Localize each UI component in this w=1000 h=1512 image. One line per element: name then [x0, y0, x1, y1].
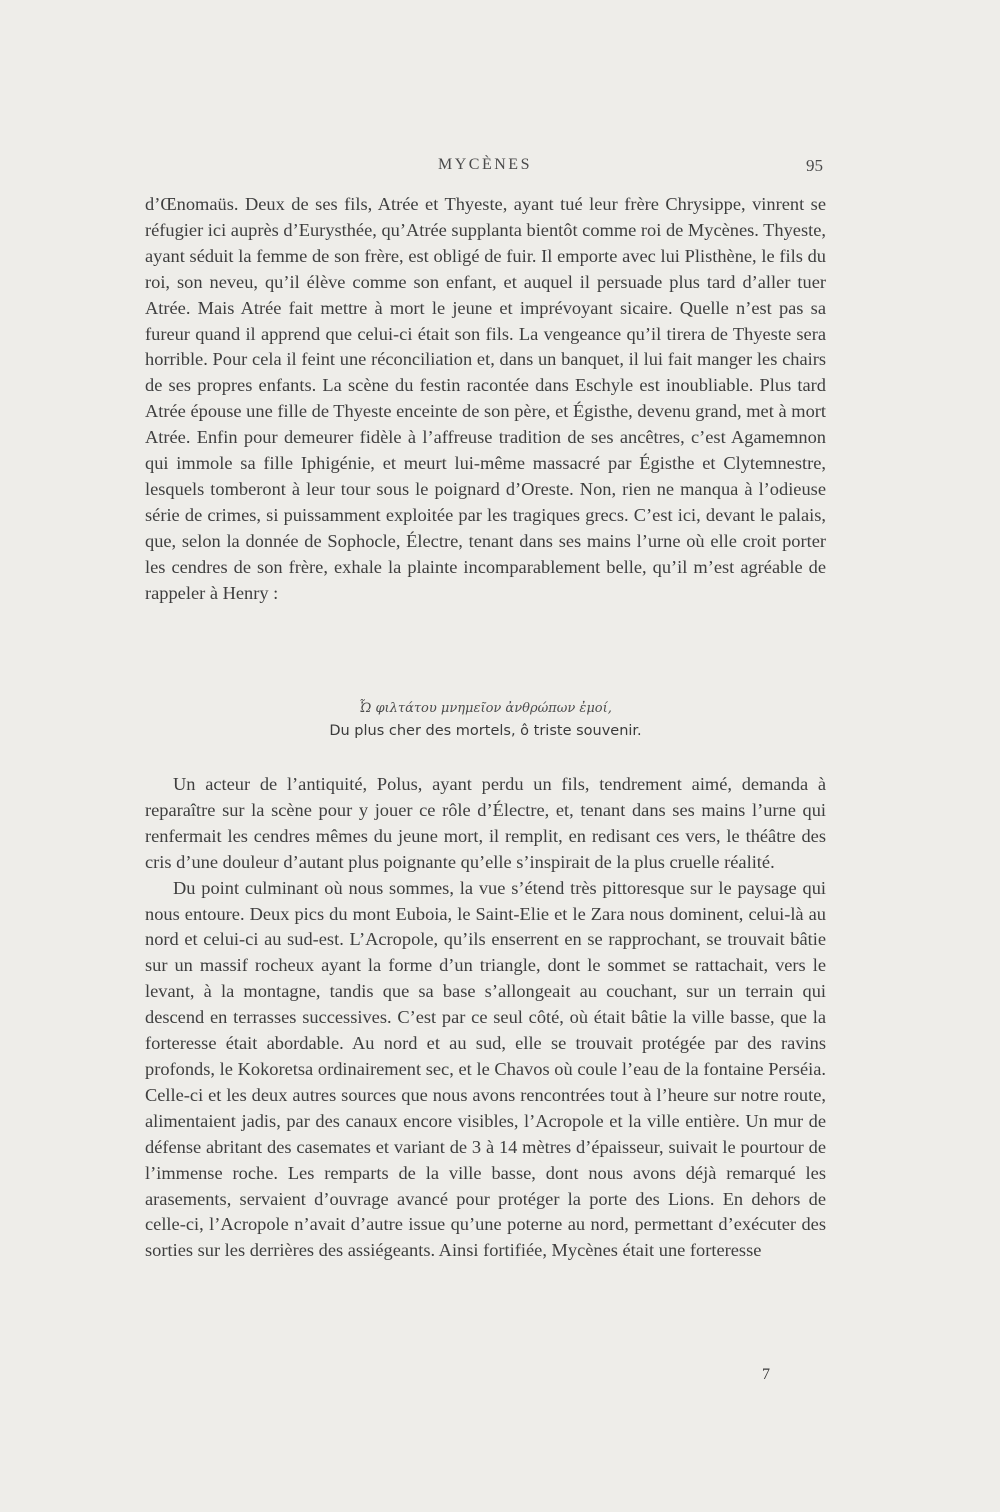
- greek-verse: Ὦ φιλτάτου μνημεῖον ἀνθρώπων ἐμοί,: [359, 701, 612, 716]
- paragraph-2: Un acteur de l’antiquité, Polus, ayant perdu un fils, tendrement aimé, demanda à reparaître sur la scène pour y jouer ce rôle d’Électre, et, tenant dans ses mains l’urne qui renfermait les cendres mêmes du jeune mort, il remplit, en redisant ces vers, le théâtre des cris d’une douleur d’autant plus poignante qu’elle s’inspirait de la plus cruelle réalité.: [145, 774, 826, 872]
- verse-quotation: [145, 698, 826, 742]
- paragraph-1: d’Œnomaüs. Deux de ses fils, Atrée et Thyeste, ayant tué leur frère Chrysippe, vinrent se réfugier ici auprès d’Eurysthée, qu’Atrée supplanta bientôt comme roi de Mycènes. Thyeste, ayant séduit la femme de son frère, est obligé de fuir. Il emporte avec lui Plisthène, le fils du roi, son neveu, qu’il élève comme son enfant, et auquel il persuade plus tard d’aller tuer Atrée. Mais Atrée fait mettre à mort le jeune et imprévoyant sicaire. Quelle n’est pas sa fureur quand il apprend que celui-ci était son fils. La vengeance qu’il tirera de Thyeste sera horrible. Pour cela il feint une réconciliation et, dans un banquet, il lui fait manger les chairs de ses propres enfants. La scène du festin racontée dans Eschyle est inoubliable. Plus tard Atrée épouse une fille de Thyeste enceinte de son père, et Égisthe, devenu grand, met à mort Atrée. Enfin pour demeurer fidèle à l’affreuse tradition de ses ancêtres, c’est Agamemnon qui immole sa fille Iphigénie, et meurt lui-même massacré par Égisthe et Clytemnestre, lesquels tomberont à leur tour sous le poignard d’Oreste. Non, rien ne manqua à l’odieuse série de crimes, si puissamment exploitée par les tragiques grecs. C’est ici, devant le palais, que, selon la donnée de Sophocle, Électre, tenant dans ses mains l’urne où elle croit porter les cendres de son frère, exhale la plainte incomparablement belle, qu’il m’est agréable de rappeler à Henry :: [145, 194, 826, 603]
- page-number: 95: [806, 156, 823, 175]
- running-head: [145, 156, 825, 180]
- signature-mark: 7: [762, 1366, 770, 1383]
- running-title: MYCÈNES: [438, 156, 532, 173]
- paragraph-3: Du point culminant où nous sommes, la vue s’étend très pittoresque sur le paysage qui nous entoure. Deux pics du mont Euboia, le Saint-Elie et le Zara nous dominent, celui-là au nord et celui-ci au sud-est. L’Acropole, qu’ils enserrent en se rapprochant, se trouvait bâtie sur un massif rocheux ayant la forme d’un triangle, dont le sommet se rattachait, vers le levant, à la montagne, tandis que sa base s’allongeait au couchant, sur un terrain qui descend en terrasses successives. C’est par ce seul côté, où était bâtie la ville basse, que la forteresse était abordable. Au nord et au sud, elle se trouvait protégée par des ravins profonds, le Kokoretsa ordinairement sec, et le Chavos où coule l’eau de la fontaine Perséia. Celle-ci et les deux autres sources que nous avons rencontrées tout à l’heure sur notre route, alimentaient jadis, par des canaux encore visibles, l’Acropole et la ville entière. Un mur de défense abritant des casemates et variant de 3 à 14 mètres d’épaisseur, suivait le pourtour de l’immense roche. Les remparts de la ville basse, dont nous avons déjà remarqué les arasements, servaient d’ouvrage avancé pour protéger la porte des Lions. En dehors de celle-ci, l’Acropole n’avait d’autre issue qu’une poterne au nord, permettant d’exécuter des sorties sur les derrières des assiégeants. Ainsi fortifiée, Mycènes était une forteresse: [145, 877, 826, 1261]
- body-text-top: [145, 192, 826, 607]
- body-text-bottom: [145, 772, 826, 1264]
- french-translation: Du plus cher des mortels, ô triste souvenir.: [329, 723, 642, 739]
